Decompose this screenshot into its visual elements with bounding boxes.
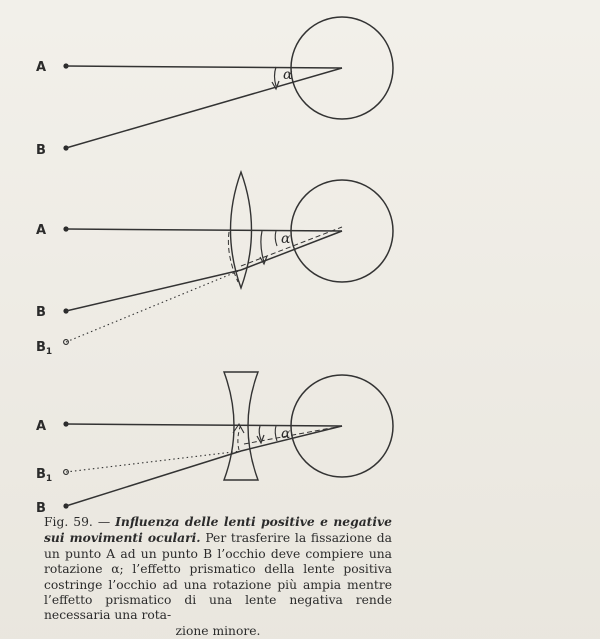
alpha-arc <box>275 426 277 441</box>
rotation-arc <box>275 67 277 86</box>
label-B1: $B_1$ <box>36 340 53 357</box>
line-to-B <box>66 451 241 506</box>
line-to-B <box>66 68 342 148</box>
alpha-arc <box>275 231 277 246</box>
label-A: A <box>36 60 47 75</box>
rotation-arc <box>259 426 261 440</box>
caption-title: Influenza delle lenti positive e negative sui movimenti oculari. <box>44 514 392 546</box>
angle-alpha: α <box>283 67 293 83</box>
label-A: A <box>36 223 47 238</box>
caption-fig-label: Fig. 59. — <box>44 515 111 529</box>
line-to-A <box>66 66 342 68</box>
line-to-A <box>66 229 342 231</box>
caption-last-line: zione minore. <box>175 623 261 638</box>
line-to-B1-dotted <box>66 451 241 472</box>
label-A: A <box>36 419 47 434</box>
line-to-B1-dotted <box>66 270 241 342</box>
line-to-A <box>66 424 342 426</box>
label-B: B <box>36 305 46 320</box>
lens-dashed-arc <box>238 424 241 450</box>
angle-alpha: α <box>281 231 291 247</box>
label-B: B <box>36 143 46 158</box>
line-to-B <box>66 270 241 311</box>
label-B1: $B_1$ <box>36 467 53 484</box>
angle-alpha: α <box>281 426 291 442</box>
panel-negative-lens <box>36 372 393 516</box>
figure-caption <box>44 514 392 639</box>
caption-body: Per trasferire la fissazione da un punto A ad un punto B l’occhio deve compiere una rotazione α; l’effetto prismatico della lente positiva costringe l’occhio ad una rotazione più ampia mentre l’effetto prismatico di una lente negativa rende necessaria una rota- <box>44 531 392 623</box>
label-B: B <box>36 501 46 516</box>
panel-positive-lens <box>36 172 393 357</box>
panel-no-lens <box>36 17 393 158</box>
